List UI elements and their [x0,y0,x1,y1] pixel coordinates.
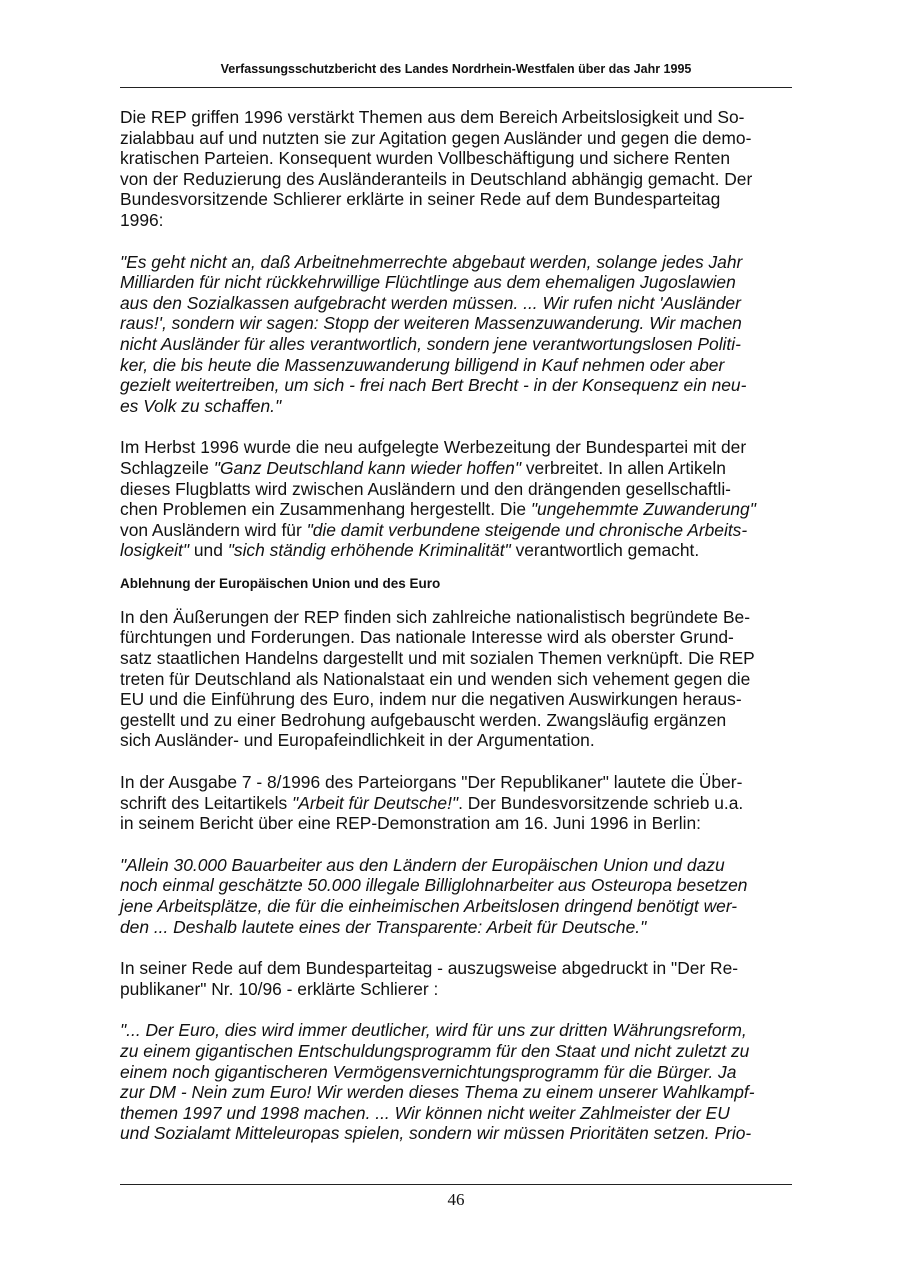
text-line: von der Reduzierung des Ausländeranteils in Deutschland abhängig gemacht. Der [120,168,753,189]
text-line: noch einmal geschätzte 50.000 illegale Billiglohnarbeiter aus Osteuropa besetzen [120,875,748,896]
header-rule [120,87,792,88]
text-line: zialabbau auf und nutzten sie zur Agitation gegen Ausländer und gegen die demo- [120,127,752,148]
text-line: es Volk zu schaffen." [120,395,282,416]
text-line: Bundesvorsitzende Schlierer erklärte in seiner Rede auf dem Bundesparteitag [120,189,721,210]
text-line: von Ausländern wird für [120,519,307,540]
text-line: Die REP griffen 1996 verstärkt Themen aus dem Bereich Arbeitslosigkeit und So- [120,107,745,127]
text-line: einem noch gigantischeren Vermögensvernichtungsprogramm für die Bürger. Ja [120,1061,737,1082]
quote-schlierer-3 [120,1020,792,1144]
inline-quote: "Arbeit für Deutsche!" [292,792,459,813]
text-line: In der Ausgabe 7 - 8/1996 des Parteiorgans "Der Republikaner" lautete die Über- [120,772,743,793]
text-line: . Der Bundesvorsitzende schrieb u.a. [458,792,744,813]
running-header: Verfassungsschutzbericht des Landes Nordrhein-Westfalen über das Jahr 1995 [220,62,692,76]
text-line: "... Der Euro, dies wird immer deutlicher, wird für uns zur dritten Währungsreform, [120,1020,747,1041]
text-line: den ... Deshalb lautete eines der Transparente: Arbeit für Deutsche." [120,916,647,937]
text-line: EU und die Einführung des Euro, indem nur die negativen Auswirkungen heraus- [120,689,742,710]
inline-quote: "sich ständig erhöhende Kriminalität" [227,540,511,561]
text-line: Schlagzeile [120,457,214,478]
inline-quote: "die damit verbundene steigende und chronische Arbeits- [306,519,748,540]
paragraph-gap [120,593,792,607]
text-line: zur DM - Nein zum Euro! Wir werden dieses Thema zu einem unserer Wahlkampf- [120,1082,755,1103]
inline-quote: "Ganz Deutschland kann wieder hoffen" [213,457,521,478]
quote-schlierer-1 [120,252,792,417]
page-number: 46 [447,1190,465,1209]
text-line: gestellt und zu einer Bedrohung aufgebauscht werden. Zwangsläufig ergänzen [120,709,727,730]
text-line: und [189,540,228,561]
text-line: raus!', sondern wir sagen: Stopp der weiteren Massenzuwanderung. Wir machen [120,313,742,334]
text-line: verbreitet. In allen Artikeln [521,457,726,478]
text-line: themen 1997 und 1998 machen. ... Wir können nicht weiter Zahlmeister der EU [120,1102,730,1123]
text-line: verantwortlich gemacht. [510,540,700,561]
paragraph-gap [120,231,792,252]
paragraph-2 [120,437,792,561]
text-line: treten für Deutschland als Nationalstaat ein und wenden sich vehement gegen die [120,668,751,689]
text-line: fürchtungen und Forderungen. Das nationale Interesse wird als oberster Grund- [120,627,734,648]
paragraph-gap [120,937,792,958]
text-line: Im Herbst 1996 wurde die neu aufgelegte Werbezeitung der Bundespartei mit der [120,437,747,458]
paragraph-5 [120,958,792,999]
footer-rule [120,1184,792,1185]
paragraph-gap [120,999,792,1020]
text-line: In seiner Rede auf dem Bundesparteitag - auszugsweise abgedruckt in "Der Re- [120,958,739,979]
text-line: und Sozialamt Mitteleuropas spielen, sondern wir müssen Prioritäten setzen. Prio- [120,1123,752,1144]
paragraph-gap [120,416,792,437]
paragraph-4 [120,772,792,834]
text-line: sich Ausländer- und Europafeindlichkeit in der Argumentation. [120,730,595,751]
inline-quote: losigkeit" [120,540,190,561]
text-line: zu einem gigantischen Entschuldungsprogramm für den Staat und nicht zuletzt zu [120,1040,750,1061]
text-line: in seinem Bericht über eine REP-Demonstration am 16. Juni 1996 in Berlin: [120,813,701,834]
text-line: jene Arbeitsplätze, die für die einheimischen Arbeitslosen dringend benötigt wer- [120,896,738,916]
text-line: nicht Ausländer für alles verantwortlich, sondern jene verantwortungslosen Politi- [120,333,741,354]
text-line: "Allein 30.000 Bauarbeiter aus den Ländern der Europäischen Union und dazu [120,854,725,875]
page-content [120,107,792,1144]
text-line: gezielt weitertreiben, um sich - frei nach Bert Brecht - in der Konsequenz ein neu- [120,375,747,396]
text-line: publikaner" Nr. 10/96 - erklärte Schlierer : [120,978,439,999]
text-line: dieses Flugblatts wird zwischen Ausländern und den drängenden gesellschaftli- [120,478,731,499]
text-line: "Es geht nicht an, daß Arbeitnehmerrechte abgebaut werden, solange jedes Jahr [120,251,743,272]
paragraph-gap [120,834,792,855]
text-line: aus den Sozialkassen aufgebracht werden müssen. ... Wir rufen nicht 'Ausländer [120,292,741,313]
inline-quote: "ungehemmte Zuwanderung" [530,499,756,520]
text-line: satz staatlichen Handelns dargestellt und mit sozialen Themen verknüpft. Die REP [120,648,755,669]
text-line: Milliarden für nicht rückkehrwillige Flüchtlinge aus dem ehemaligen Jugoslawien [120,272,736,293]
paragraph-3 [120,607,792,751]
text-line: chen Problemen ein Zusammenhang hergestellt. Die [120,499,531,520]
text-line: schrift des Leitartikels [120,792,293,813]
text-line: 1996: [120,209,164,230]
paragraph-1 [120,107,792,231]
quote-schlierer-2 [120,855,792,937]
text-line: kratischen Parteien. Konsequent wurden Vollbeschäftigung und sichere Renten [120,148,731,169]
paragraph-gap [120,751,792,772]
text-line: ker, die bis heute die Massenzuwanderung billigend in Kauf nehmen oder aber [120,354,725,375]
text-line: In den Äußerungen der REP finden sich zahlreiche nationalistisch begründete Be- [120,606,751,627]
section-heading: Ablehnung der Europäischen Union und des Euro [120,575,441,591]
paragraph-gap [120,561,792,575]
